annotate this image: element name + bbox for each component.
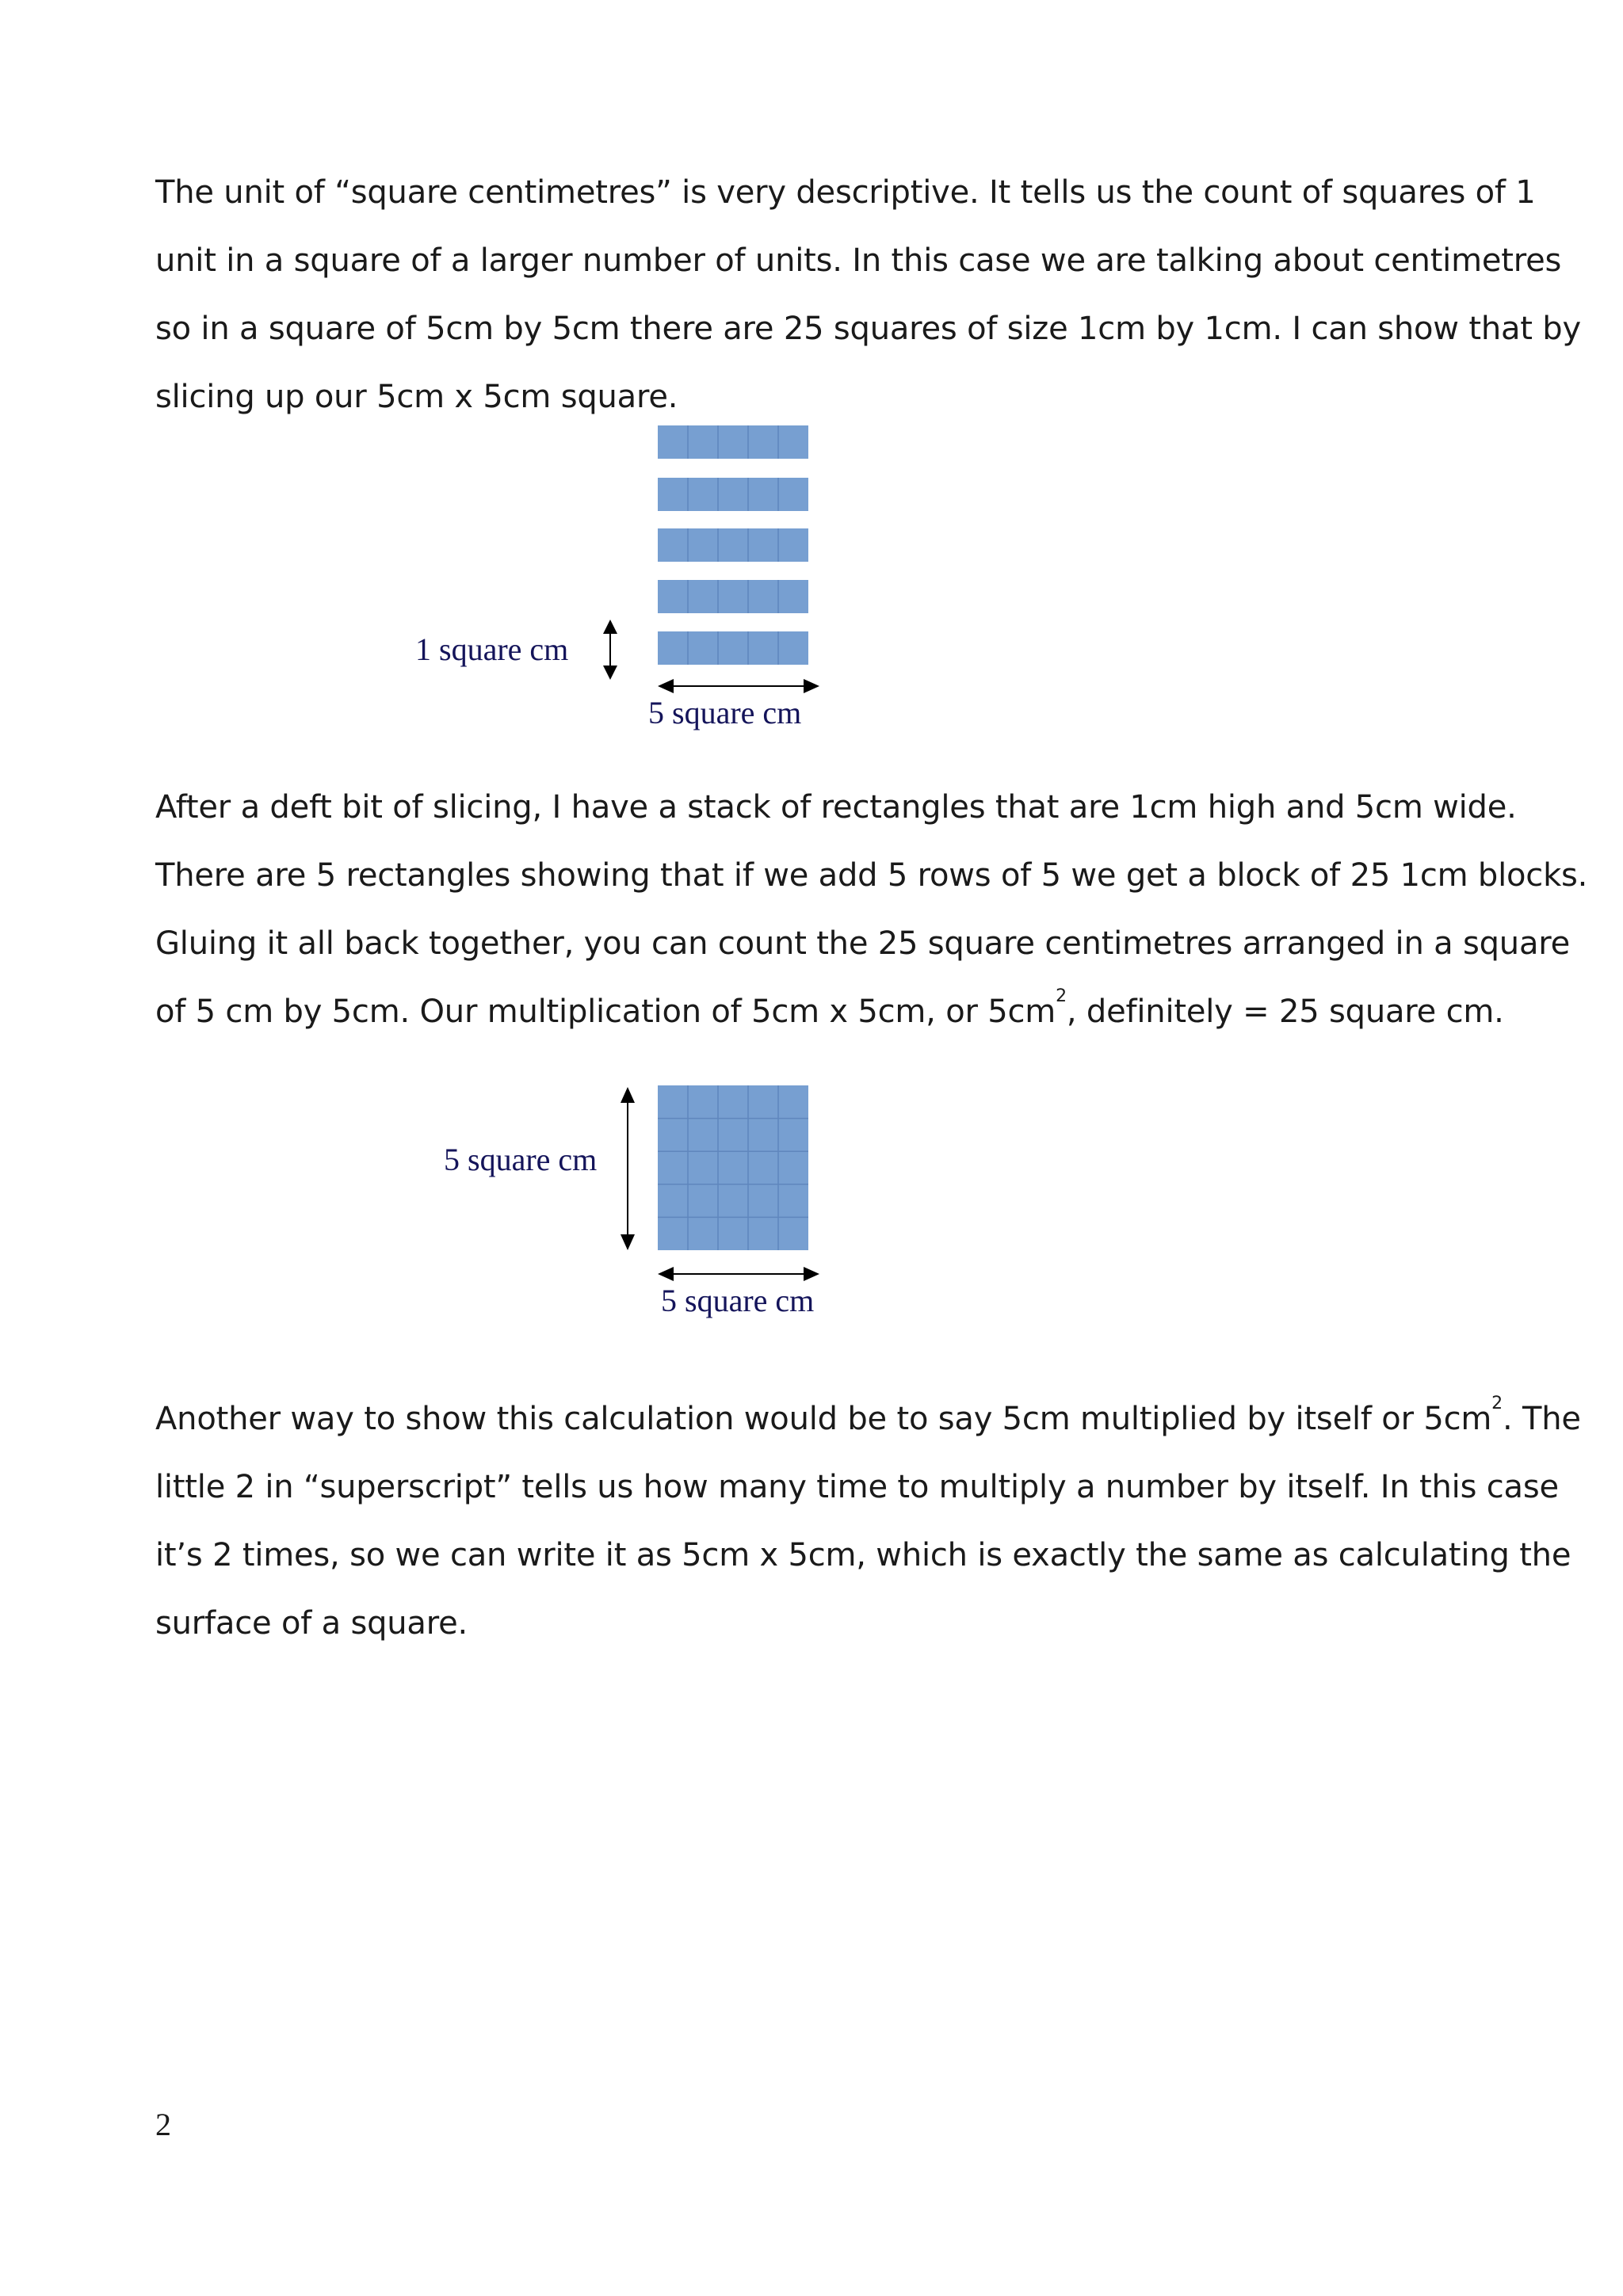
height-arrow — [621, 1087, 635, 1250]
text-line: it’s 2 times, so we can write it as 5cm x 5cm, which is exactly the same as calculating the — [155, 1537, 1571, 1573]
text-line: The unit of “square centimetres” is very descriptive. It tells us the count of squares of 1 — [155, 174, 1536, 211]
square-fill — [658, 1085, 808, 1250]
text-line: After a deft bit of slicing, I have a stack of rectangles that are 1cm high and 5cm wide. — [155, 789, 1517, 826]
superscript-two: 2 — [1491, 1394, 1503, 1413]
text-line: unit in a square of a larger number of units. In this case we are talking about centimetres — [155, 242, 1562, 279]
text-line: of 5 cm by 5cm. Our multiplication of 5cm x 5cm, or $5cm^2$, definitely = 25 square cm. — [155, 986, 1504, 1030]
square-grid — [658, 1085, 808, 1250]
text-line: There are 5 rectangles showing that if we add 5 rows of 5 we get a block of 25 1cm blocks. — [155, 857, 1588, 894]
text-line: slicing up our 5cm x 5cm square. — [155, 379, 678, 415]
text-line: Gluing it all back together, you can count the 25 square centimetres arranged in a square — [155, 925, 1571, 962]
text-line: little 2 in “superscript” tells us how many time to multiply a number by itself. In this case — [155, 1469, 1559, 1505]
superscript-two: 2 — [1056, 986, 1067, 1006]
paragraph-superscript — [155, 1385, 1581, 1657]
height-label: 1 square cm — [415, 631, 569, 667]
width-arrow — [658, 1267, 819, 1281]
height-label: 5 square cm — [444, 1142, 598, 1177]
width-label: 5 square cm — [661, 1283, 815, 1318]
page-number: 2 — [155, 2107, 171, 2142]
text-line: surface of a square. — [155, 1605, 468, 1642]
width-label: 5 square cm — [648, 695, 802, 730]
text-line: Another way to show this calculation would be to say 5cm multiplied by itself or $5cm^2$. The — [155, 1394, 1581, 1437]
text-line: so in a square of 5cm by 5cm there are 25 squares of size 1cm by 1cm. I can show that by — [155, 311, 1581, 347]
